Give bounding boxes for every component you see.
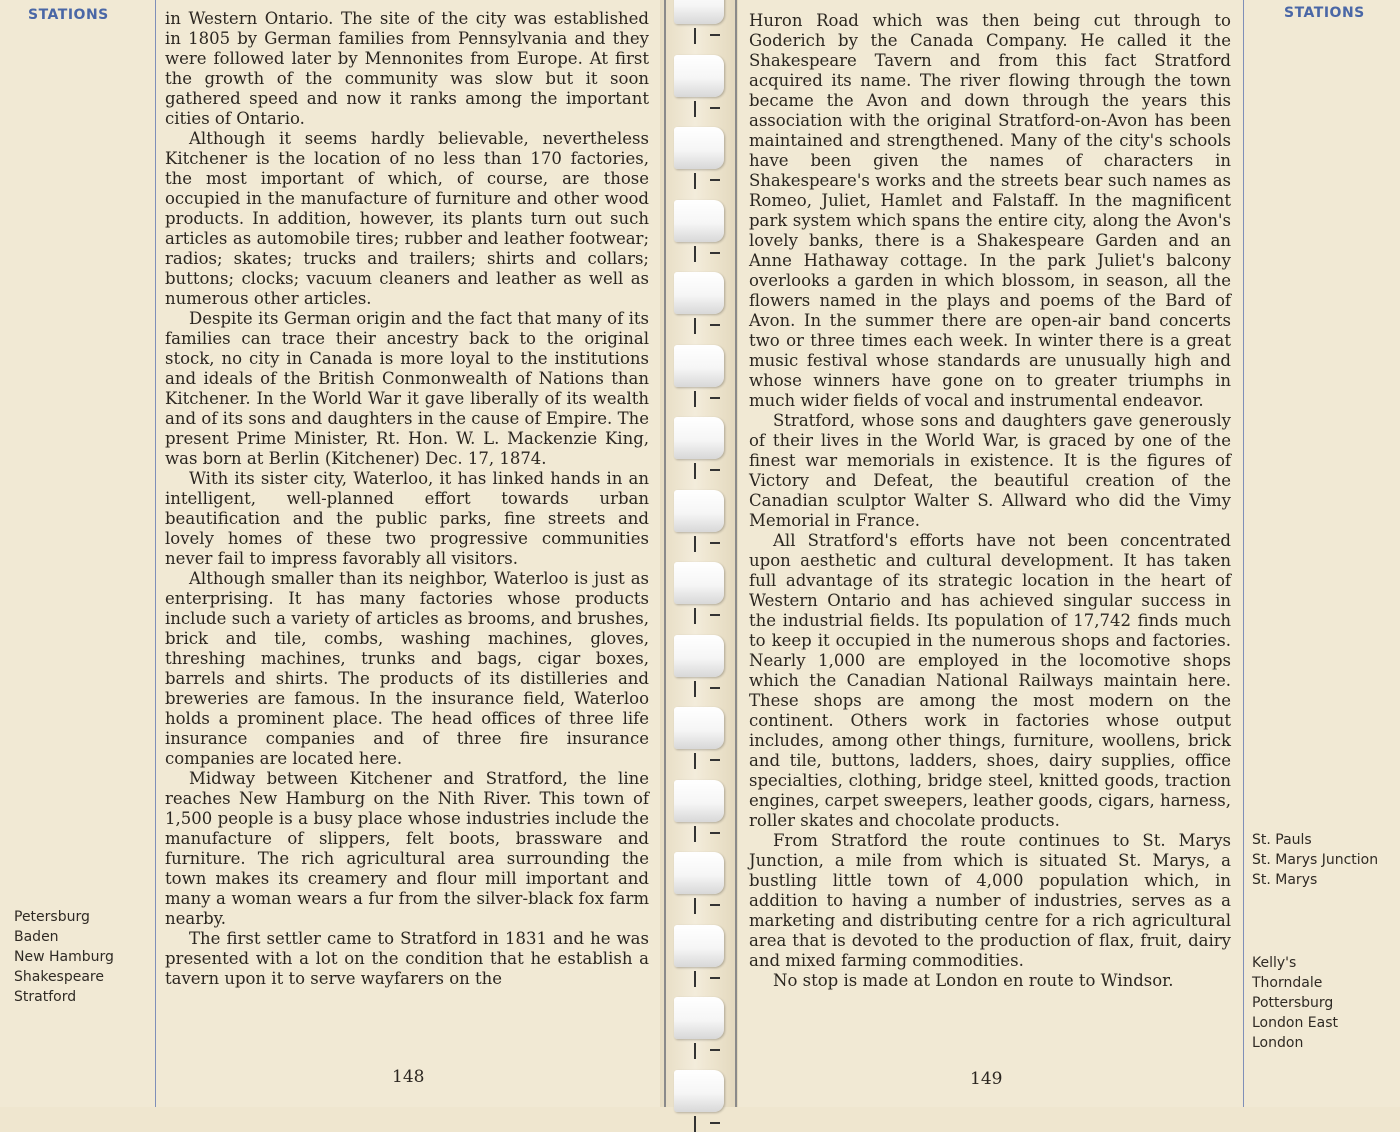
right-page-number: 149 (970, 1069, 1003, 1089)
binding-ring (674, 490, 724, 532)
binding-slot (694, 898, 696, 914)
binding-slot (694, 536, 696, 552)
right-body-text (749, 11, 1231, 991)
binding-ring (674, 0, 724, 24)
paragraph: in Western Ontario. The site of the city was established in 1805 by German families from Pennsylvania and they were followed later by Mennonites from Europe. At first the growth of the community was slow but it soon gathered speed and now it ranks among the important cities of Ontario. (165, 9, 649, 128)
binding-tick (710, 904, 720, 906)
binding-ring (674, 562, 724, 604)
binding-ring (674, 925, 724, 967)
paragraph: Although it seems hardly believable, nevertheless Kitchener is the location of no less than 170 factories, the most important of which, of course, are those occupied in the manufacture of furniture and other wood products. In addition, however, its plants turn out such articles as automobile tires; rubber and leather footwear; radios; skates; trucks and trailers; shirts and collars; buttons; clocks; vacuum cleaners and leather as well as numerous other articles. (165, 129, 649, 308)
binding-slot (694, 826, 696, 842)
paragraph: Although smaller than its neighbor, Waterloo is just as enterprising. It has many factories whose products include such a variety of articles as brooms, and brushes, brick and tile, combs, washing machines, gloves, threshing machines, trunks and bags, cigar boxes, barrels and shirts. The products of its distilleries and breweries are famous. In the insurance field, Waterloo holds a prominent place. The head offices of three life insurance companies and of three fire insurance companies are located here. (165, 569, 649, 768)
station-item: Stratford (14, 989, 77, 1005)
station-item: Kelly's (1252, 955, 1297, 971)
binding-ring (674, 55, 724, 97)
station-item: Shakespeare (14, 969, 104, 985)
binding-ring (674, 852, 724, 894)
binding-slot (694, 681, 696, 697)
right-station-list-2 (1252, 953, 1338, 1053)
binding-slot (694, 1116, 696, 1132)
binding-tick (710, 252, 720, 254)
right-stations-heading: STATIONS (1284, 5, 1365, 21)
left-station-list (14, 907, 114, 1007)
left-page-number: 148 (392, 1067, 425, 1087)
station-item: London (1252, 1035, 1304, 1051)
paragraph: All Stratford's efforts have not been concentrated upon aesthetic and cultural development. It has taken full advantage of its strategic location in the heart of Western Ontario and has achieved singular success in the industrial fields. Its population of 17,742 finds much to keep it occupied in the numerous shops and factories. Nearly 1,000 are employed in the locomotive shops which the Canadian National Railways maintain here. These shops are among the most modern on the continent. Others work in factories whose output includes, among other things, furniture, woollens, brick and tile, buttons, ladders, shoes, dairy supplies, office specialties, clothing, bridge steel, knitted goods, traction engines, carpet sweepers, leather goods, cigars, harness, roller skates and chocolate products. (749, 531, 1231, 830)
binding-slot (694, 28, 696, 44)
binding-ring (674, 272, 724, 314)
paragraph: Despite its German origin and the fact that many of its families can trace their ancestry back to the original stock, no city in Canada is more loyal to the institutions and ideals of the British Conmonwealth of Nations than Kitchener. In the World War it gave liberally of its wealth and of its sons and daughters in the cause of Empire. The present Prime Minister, Rt. Hon. W. L. Mackenzie King, was born at Berlin (Kitchener) Dec. 17, 1874. (165, 309, 649, 468)
paragraph: With its sister city, Waterloo, it has linked hands in an intelligent, well-planned effort towards urban beautification and the public parks, fine streets and lovely homes of these two progressive communities never fail to impress favorably all visitors. (165, 469, 649, 568)
binding-tick (710, 179, 720, 181)
binding-slot (694, 391, 696, 407)
binding-tick (710, 1049, 720, 1051)
binding-tick (710, 107, 720, 109)
binding-tick (710, 469, 720, 471)
binding-slot (694, 101, 696, 117)
binding-tick (710, 687, 720, 689)
binding-tick (710, 614, 720, 616)
station-item: Thorndale (1252, 975, 1323, 991)
binding-ring (674, 345, 724, 387)
station-item: Petersburg (14, 909, 90, 925)
paragraph: Midway between Kitchener and Stratford, the line reaches New Hamburg on the Nith River. This town of 1,500 people is a busy place whose industries include the manufacture of slippers, felt boots, brassware and furniture. The rich agricultural area surrounding the town makes its creamery and flour mill important and many a woman wears a fur from the silver-black fox farm nearby. (165, 769, 649, 928)
binding-ring (674, 1070, 724, 1112)
paragraph: Stratford, whose sons and daughters gave generously of their lives in the World War, is graced by one of the finest war memorials in existence. It is the figures of Victory and Defeat, the beautiful creation of the Canadian sculptor Walter S. Allward who did the Vimy Memorial in France. (749, 411, 1231, 530)
binding-slot (694, 753, 696, 769)
binding-tick (710, 324, 720, 326)
station-item: St. Pauls (1252, 832, 1312, 848)
right-station-list-1 (1252, 830, 1378, 890)
binding-ring (674, 127, 724, 169)
left-body-text (165, 9, 649, 989)
binding-tick (710, 542, 720, 544)
left-margin-rule (155, 0, 156, 1107)
binding-slot (694, 246, 696, 262)
spine-edge-right (735, 0, 737, 1107)
binding-slot (694, 1043, 696, 1059)
paragraph: The first settler came to Stratford in 1831 and he was presented with a lot on the condition that he establish a tavern upon it to serve wayfarers on the (165, 929, 649, 988)
binding-slot (694, 971, 696, 987)
binding-slot (694, 173, 696, 189)
binding-ring (674, 635, 724, 677)
station-item: Baden (14, 929, 59, 945)
left-stations-heading: STATIONS (28, 7, 109, 23)
binding-ring (674, 780, 724, 822)
paragraph: Huron Road which was then being cut through to Goderich by the Canada Company. He called it the Shakespeare Tavern and from this fact Stratford acquired its name. The river flowing through the town became the Avon and down through the years this association with the original Stratford-on-Avon has been maintained and strengthened. Many of the city's schools have been given the names of characters in Shakespeare's works and the streets bear such names as Romeo, Juliet, Hamlet and Falstaff. In the magnificent park system which spans the entire city, along the Avon's lovely banks, there is a Shakespeare Garden and an Anne Hathaway cottage. In the park Juliet's balcony overlooks a garden in which blossom, in season, all the flowers named in the plays and poems of the Bard of Avon. In the summer there are open-air band concerts two or three times each week. In winter there is a great music festival whose standards are unusually high and whose winners have gone on to greater triumphs in much wider fields of vocal and instrumental endeavor. (749, 11, 1231, 410)
spine-edge-left (664, 0, 666, 1107)
station-item: New Hamburg (14, 949, 114, 965)
binding-tick (710, 759, 720, 761)
paragraph: No stop is made at London en route to Windsor. (773, 971, 1174, 990)
binding-ring (674, 707, 724, 749)
binding-slot (694, 608, 696, 624)
station-item: Pottersburg (1252, 995, 1334, 1011)
binding-tick (710, 832, 720, 834)
binding-ring (674, 200, 724, 242)
station-item: London East (1252, 1015, 1338, 1031)
binding-ring (674, 997, 724, 1039)
binding-tick (710, 977, 720, 979)
station-item: St. Marys (1252, 872, 1318, 888)
station-item: St. Marys Junction (1252, 852, 1379, 868)
binding-slot (694, 318, 696, 334)
binding-tick (710, 1122, 720, 1124)
paragraph: From Stratford the route continues to St. Marys Junction, a mile from which is situated St. Marys, a bustling little town of 4,000 population which, in addition to having a number of industries, serves as a marketing and distributing centre for a rich agricultural area that is devoted to the production of flax, fruit, dairy and mixed farming commodities. (749, 831, 1231, 970)
right-margin-rule (1243, 0, 1244, 1107)
binding-slot (694, 463, 696, 479)
binding-tick (710, 34, 720, 36)
binding-tick (710, 397, 720, 399)
binding-ring (674, 417, 724, 459)
